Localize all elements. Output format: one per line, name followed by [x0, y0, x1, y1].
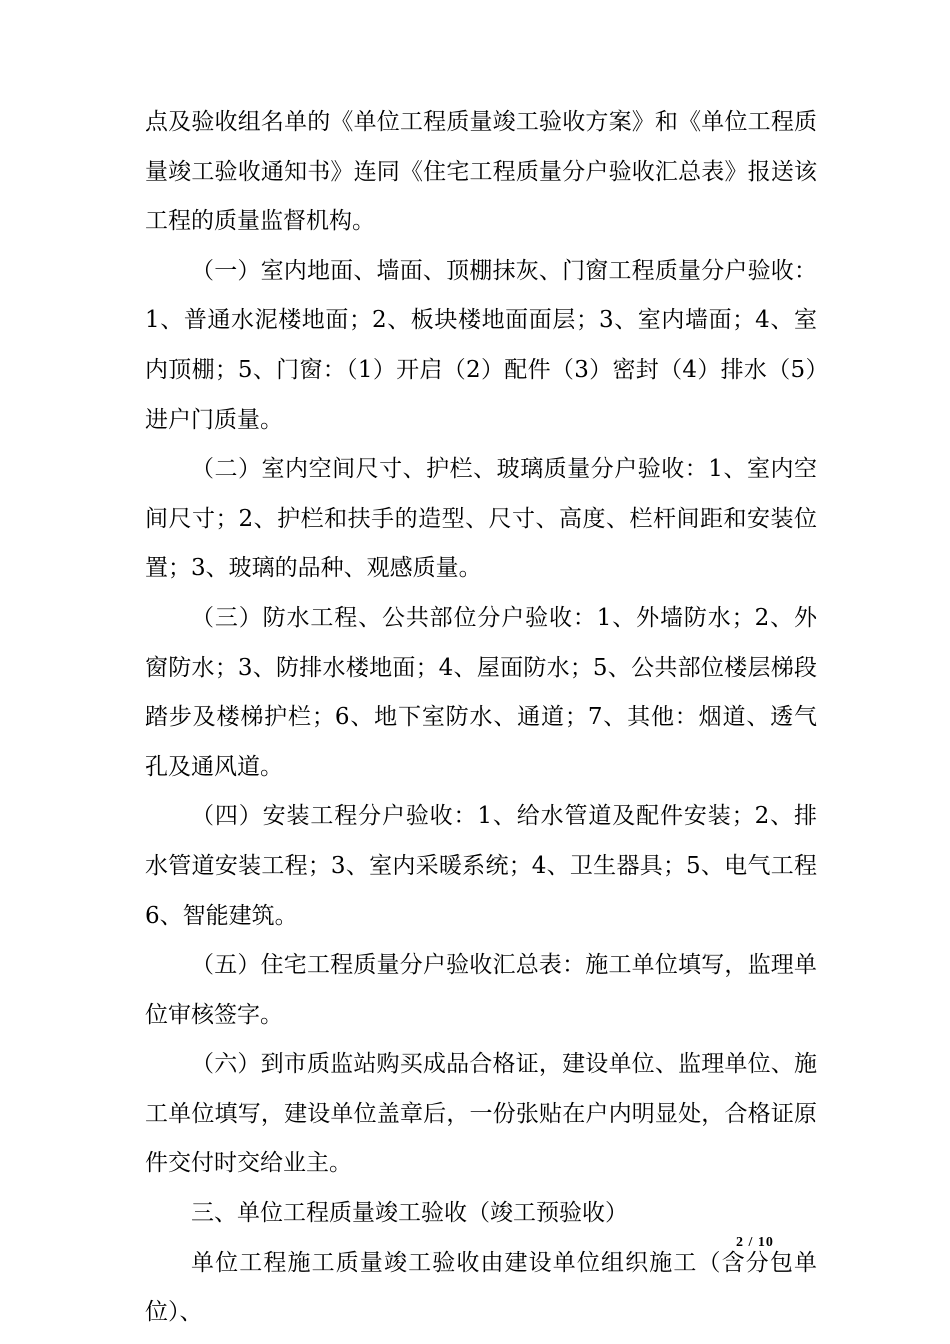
section-heading-3: 三、单位工程质量竣工验收（竣工预验收） — [191, 1200, 628, 1227]
paragraph-item-2-space-railing-glass: （二）室内空间尺寸、护栏、玻璃质量分户验收：1、室内空间尺寸；2、护栏和扶手的造型、尺寸、高度、栏杆间距和安装位置；3、玻璃的品种、观感质量。 — [145, 456, 817, 582]
paragraph-item-5-summary-table: （五）住宅工程质量分户验收汇总表：施工单位填写，监理单位审核签字。 — [145, 952, 817, 1028]
page-number: 2 / 10 — [736, 1235, 774, 1250]
paragraph-item-4-installation: （四）安装工程分户验收：1、给水管道及配件安装；2、排水管道安装工程；3、室内采暖系统；4、卫生器具；5、电气工程 6、智能建筑。 — [145, 803, 817, 929]
paragraph-item-6-certificate: （六）到市质监站购买成品合格证，建设单位、监理单位、施工单位填写，建设单位盖章后，一份张贴在户内明显处，合格证原件交付时交给业主。 — [145, 1051, 817, 1177]
document-body — [145, 98, 817, 1338]
paragraph-section-3-body: 单位工程施工质量竣工验收由建设单位组织施工（含分包单位）、 — [145, 1249, 817, 1326]
paragraph-item-3-waterproofing: （三）防水工程、公共部位分户验收：1、外墙防水；2、外窗防水；3、防排水楼地面；4、屋面防水；5、公共部位楼层梯段踏步及楼梯护栏；6、地下室防水、通道；7、其他：烟道、透气孔及通风道。 — [145, 604, 817, 780]
paragraph-submission: 点及验收组名单的《单位工程质量竣工验收方案》和《单位工程质量竣工验收通知书》连同《住宅工程质量分户验收汇总表》报送该工程的质量监督机构。 — [145, 109, 817, 235]
paragraph-item-1-interior-finishes: （一）室内地面、墙面、顶棚抹灰、门窗工程质量分户验收：1、普通水泥楼地面；2、板块楼地面面层；3、室内墙面；4、室内顶棚；5、门窗：（1）开启（2）配件（3）密封（4）排水（5）进户门质量。 — [145, 257, 817, 433]
